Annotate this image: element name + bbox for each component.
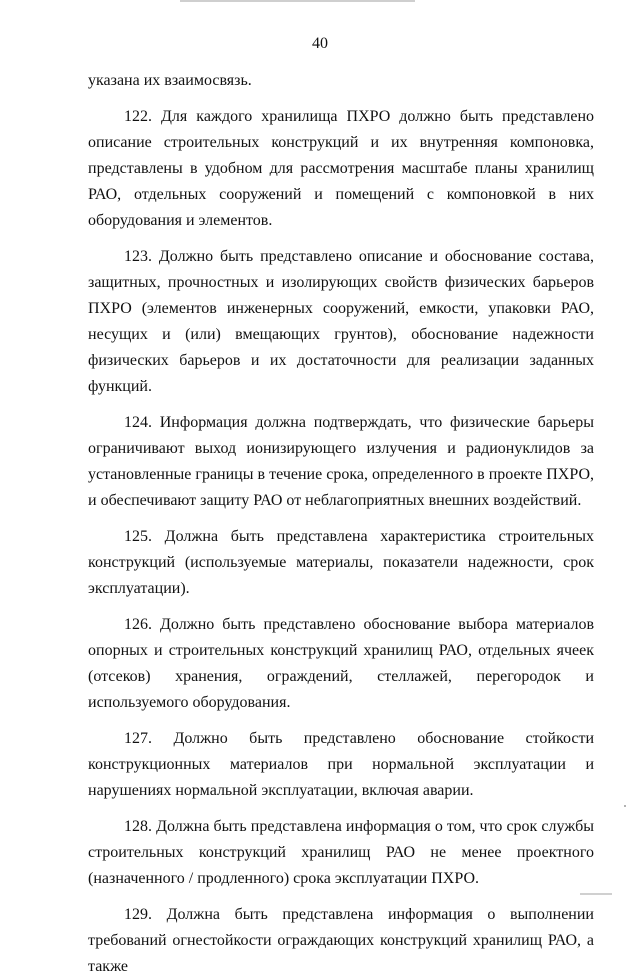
paragraph-126: 126. Должно быть представлено обоснование выбора материалов опорных и строительных конструкций хранилищ РАО, отдельных ячеек (отсеков) хранения, ограждений, стеллажей, перегородок и используемого оборудования.: [88, 616, 594, 711]
paragraph-128: 128. Должна быть представлена информация о том, что срок службы строительных конструкций хранилищ РАО не менее проектного (назначенного / продленного) срока эксплуатации ПХРО.: [88, 818, 594, 887]
page-number: 40: [312, 35, 328, 52]
top-scan-line: [180, 0, 415, 2]
paragraph-127: 127. Должно быть представлено обоснование стойкости конструкционных материалов при нормальной эксплуатации и нарушениях нормальной эксплуатации, включая аварии.: [88, 730, 594, 799]
document-body: [88, 68, 594, 980]
scan-margin-dot: [624, 805, 626, 807]
paragraph-125: 125. Должна быть представлена характеристика строительных конструкций (используемые материалы, показатели надежности, срок эксплуатации).: [88, 528, 594, 597]
paragraph-124: 124. Информация должна подтверждать, что физические барьеры ограничивают выход ионизирующего излучения и радионуклидов за установленные границы в течение срока, определенного в проекте ПХРО, и обеспечивают защиту РАО от неблагоприятных внешних воздействий.: [88, 414, 594, 509]
paragraph-129: 129. Должна быть представлена информация о выполнении требований огнестойкости ограждающих конструкций хранилищ РАО, а также: [88, 906, 594, 975]
bottom-scan-mark: [580, 893, 612, 895]
paragraph-122: 122. Для каждого хранилища ПХРО должно быть представлено описание строительных конструкций и их внутренняя компоновка, представлены в удобном для рассмотрения масштабе планы хранилищ РАО, отдельных сооружений и помещений с компоновкой в них оборудования и элементов.: [88, 108, 594, 229]
paragraph-continuation: указана их взаимосвязь.: [88, 72, 252, 89]
paragraph-123: 123. Должно быть представлено описание и обоснование состава, защитных, прочностных и изолирующих свойств физических барьеров ПХРО (элементов инженерных сооружений, емкости, упаковки РАО, несущих и (или) вмещающих грунтов), обоснование надежности физических барьеров и их достаточности для реализации заданных функций.: [88, 248, 594, 395]
